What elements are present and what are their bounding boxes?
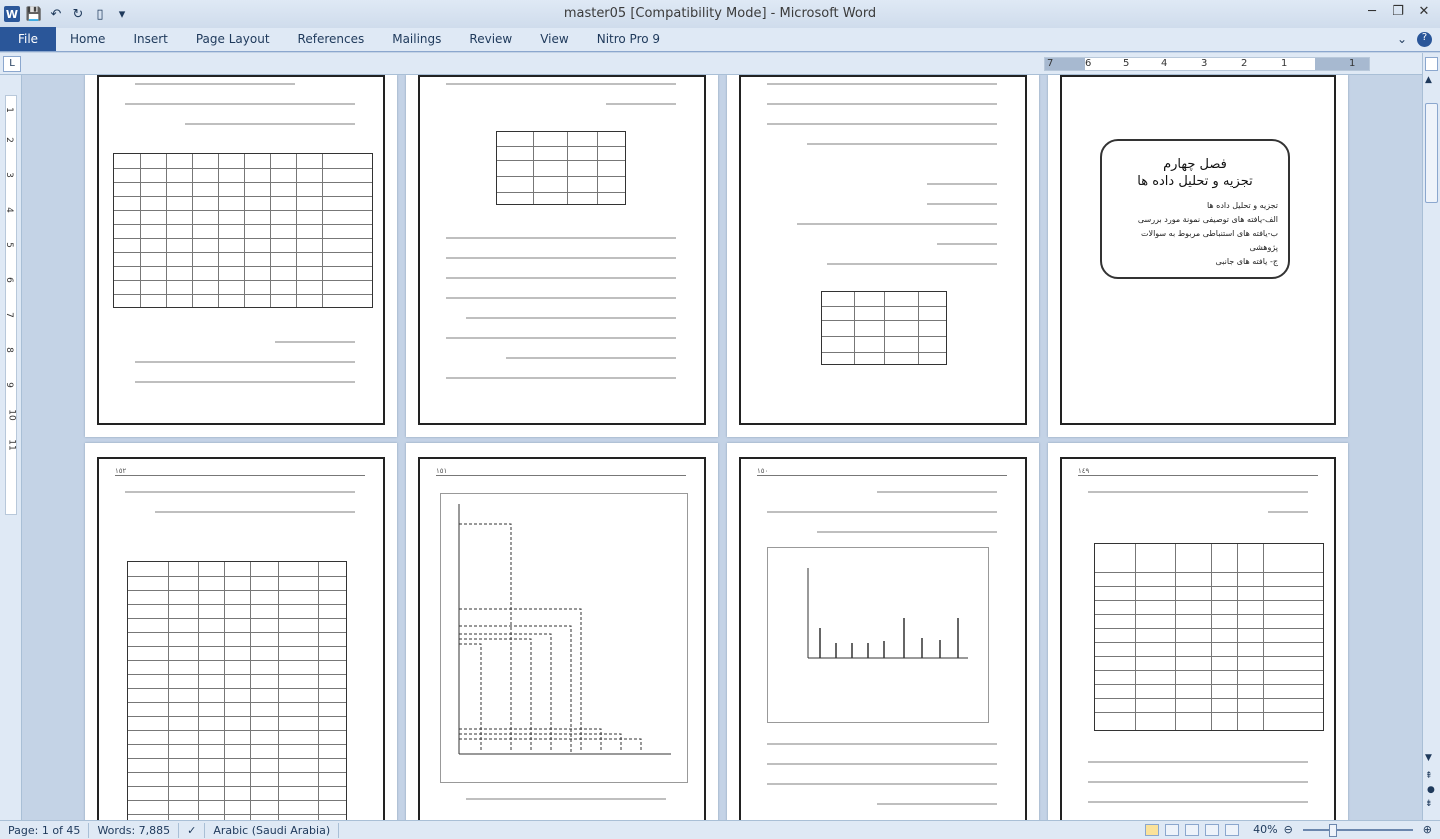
- tab-review[interactable]: Review: [469, 32, 513, 46]
- page-1-2: [406, 75, 718, 437]
- next-page-icon[interactable]: ⇟: [1425, 799, 1433, 809]
- page-1-3: [727, 75, 1039, 437]
- zoom-in-icon[interactable]: ⊕: [1422, 823, 1432, 836]
- tab-references[interactable]: References: [297, 32, 365, 46]
- tab-home[interactable]: Home: [70, 32, 106, 46]
- scroll-thumb[interactable]: [1425, 103, 1438, 203]
- page-number: ١٥٠: [757, 467, 769, 475]
- outline-view-icon[interactable]: [1205, 824, 1219, 836]
- minimize-ribbon-icon[interactable]: ⌄: [1396, 32, 1407, 46]
- data-table: [1094, 543, 1324, 731]
- scroll-down-icon[interactable]: ▼: [1425, 753, 1432, 763]
- chapter-title: فصل چهارم: [1163, 157, 1227, 172]
- chapter-item: ج- یافته های جانبی: [1215, 257, 1278, 266]
- quick-access-toolbar: [0, 6, 130, 22]
- word-count[interactable]: Words: 7,885: [89, 823, 179, 838]
- minimize-icon[interactable]: ─: [1368, 4, 1376, 19]
- view-ruler-icon[interactable]: [1425, 57, 1438, 71]
- zoom-out-icon[interactable]: ⊖: [1283, 823, 1293, 836]
- vertical-ruler: 1 2 3 4 5 6 7 8 9 10 11: [0, 75, 22, 820]
- web-layout-icon[interactable]: [1185, 824, 1199, 836]
- page-2-4: [1048, 443, 1348, 820]
- data-table: [113, 153, 373, 308]
- horizontal-ruler: [0, 53, 1440, 75]
- draft-view-icon[interactable]: [1225, 824, 1239, 836]
- help-icon[interactable]: ?: [1417, 32, 1432, 47]
- tab-selector-icon[interactable]: L: [3, 56, 21, 72]
- chapter-subtitle: تجزیه و تحلیل داده ها: [1137, 174, 1253, 189]
- full-screen-reading-icon[interactable]: [1165, 824, 1179, 836]
- page-1-4: [1048, 75, 1348, 437]
- step-chart: [441, 494, 689, 784]
- previous-page-icon[interactable]: ⇞: [1425, 771, 1433, 781]
- redo-icon[interactable]: ↻: [72, 6, 84, 22]
- customize-toolbar-icon[interactable]: ▾: [118, 6, 126, 22]
- data-table: [496, 131, 626, 205]
- data-table: [821, 291, 947, 365]
- tab-nitro-pro[interactable]: Nitro Pro 9: [596, 32, 661, 46]
- chart-figure: [767, 547, 989, 723]
- zoom-slider[interactable]: [1303, 829, 1413, 831]
- undo-icon[interactable]: ↶: [50, 6, 62, 22]
- tab-mailings[interactable]: Mailings: [392, 32, 442, 46]
- vertical-scrollbar[interactable]: [1422, 53, 1440, 820]
- restore-icon[interactable]: ❐: [1392, 4, 1404, 19]
- page-1-1: [85, 75, 397, 437]
- chapter-item: الف-یافته های توصیفی نمونة مورد بررسی: [1137, 215, 1278, 224]
- file-tab[interactable]: File: [0, 27, 56, 51]
- zoom-level[interactable]: 40%: [1253, 823, 1278, 836]
- select-browse-object-icon[interactable]: ●: [1427, 785, 1435, 795]
- tab-page-layout[interactable]: Page Layout: [195, 32, 270, 46]
- save-icon[interactable]: 💾: [25, 6, 43, 22]
- page-2-1: [85, 443, 397, 820]
- ruler-scale[interactable]: 7 6 5 4 3 2 1 1: [1044, 57, 1370, 71]
- ribbon-tabs: [0, 28, 1440, 52]
- tab-view[interactable]: View: [540, 32, 569, 46]
- language-indicator[interactable]: Arabic (Saudi Arabia): [205, 823, 339, 838]
- window-title: master05 [Compatibility Mode] - Microsoft Word: [563, 6, 877, 21]
- page-2-3: [727, 443, 1039, 820]
- new-document-icon[interactable]: ▯: [96, 6, 104, 22]
- close-icon[interactable]: ✕: [1418, 4, 1430, 19]
- chapter-title-box: [1100, 139, 1290, 279]
- status-bar: [0, 820, 1440, 839]
- data-table: [127, 561, 347, 820]
- chapter-item: تجزیه و تحلیل داده ها: [1206, 201, 1278, 210]
- chart-figure: [440, 493, 688, 783]
- title-bar: [0, 0, 1440, 28]
- page-number: ١٤٩: [1078, 467, 1090, 475]
- document-area[interactable]: [23, 75, 1422, 820]
- page-number: ١٥٢: [115, 467, 127, 475]
- page-2-2: [406, 443, 718, 820]
- page-number: ١٥١: [436, 467, 448, 475]
- scroll-up-icon[interactable]: ▲: [1425, 75, 1432, 85]
- chapter-item: ب-یافته های استنباطی مربوط به سوالات پژوهشی: [1140, 229, 1278, 252]
- word-logo-icon[interactable]: W: [5, 7, 19, 21]
- print-layout-view-icon[interactable]: [1145, 824, 1159, 836]
- tab-insert[interactable]: Insert: [133, 32, 168, 46]
- page-count[interactable]: Page: 1 of 45: [0, 823, 89, 838]
- proofing-icon[interactable]: ✓: [179, 823, 205, 838]
- window-controls: [1364, 4, 1432, 19]
- bar-chart: [768, 548, 990, 724]
